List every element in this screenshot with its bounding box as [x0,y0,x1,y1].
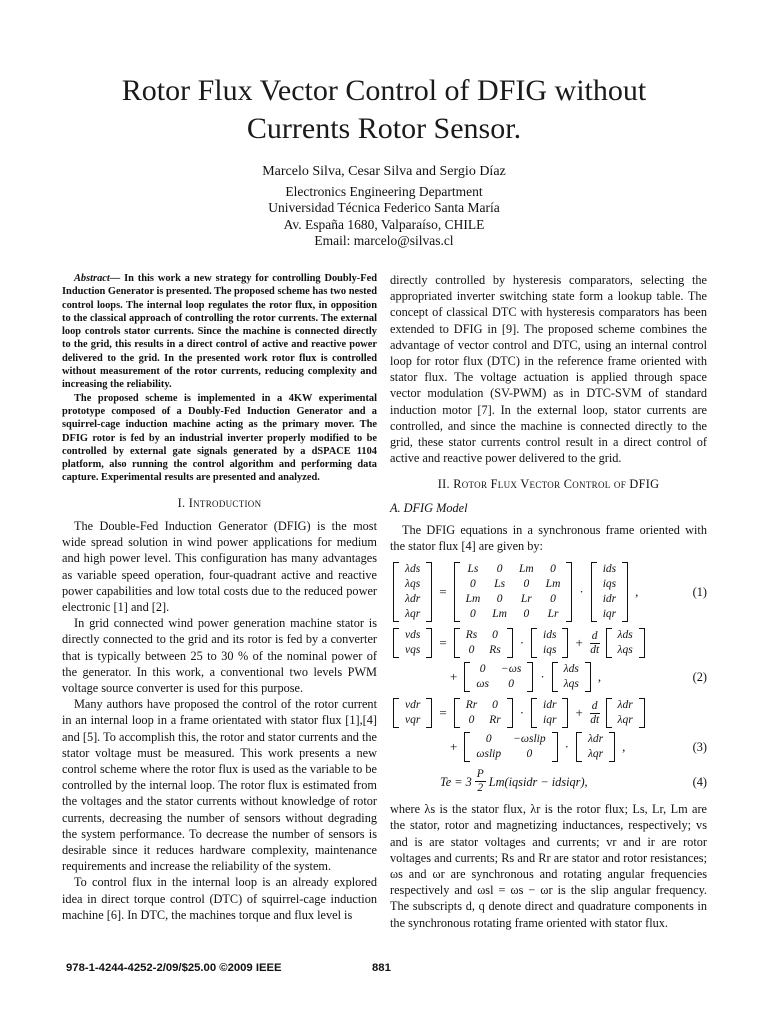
affiliation-email: Email: marcelo@silvas.cl [314,233,454,249]
title-line-2: Currents Rotor Sensor. [246,112,522,145]
matrix-entry: 0 [550,563,556,576]
matrix-entry: ids [543,629,557,642]
matrix-entry: λdr [405,593,421,606]
abstract-paragraph-1 [62,272,377,392]
matrix-entry: ωslip [476,748,502,761]
matrix-entry: Lr [547,608,559,621]
matrix-entry: 0 [523,608,530,621]
eq2-flux-vector [606,628,645,658]
title-line-1: Rotor Flux Vector Control of DFIG without [121,74,647,107]
equation-number: (4) [692,774,707,789]
matrix-entry: 0 [550,593,556,606]
eq3-resistance-matrix [454,698,513,728]
matrix-entry: iqs [602,578,617,591]
matrix-entry: vqr [405,714,421,727]
matrix-entry: 0 [492,699,498,712]
matrix-entry: vqs [405,644,421,657]
matrix-entry: −ωs [500,663,522,676]
author-block [160,164,608,250]
equation-number: (3) [692,740,707,755]
matrix-entry: iqs [543,644,557,657]
matrix-entry: Lm [492,608,507,621]
eq4-rhs: Lm(iqsidr − idsiqr), [488,774,588,789]
equation-number: (1) [692,585,707,600]
abstract-dash: — [109,273,125,284]
matrix-entry: 0 [496,593,503,606]
eq2-flux-vector-2 [552,662,591,692]
intro-paragraph: The Double-Fed Induction Generator (DFIG) is the most wide spread solution in wind power applications for medium and high power level. This configuration has many advantages as variable speed operation, four-quadrant active and reactive power capabilities and low total costs due to the reduced power electronic [1] and [2]. [62,518,377,614]
section-heading-rfvc [390,476,707,492]
equation-4 [390,768,707,795]
matrix-entry: 0 [496,563,503,576]
matrix-entry: ωs [476,678,489,691]
matrix-entry: λqs [617,644,633,657]
matrix-entry: Rs [465,629,478,642]
matrix-entry: λqr [587,748,604,761]
section-number: I. [177,495,189,510]
left-column [62,272,377,923]
matrix-entry: Lm [545,578,561,591]
eq2-resistance-matrix [454,628,513,658]
eq1-lhs-vector [393,562,432,622]
matrix-entry: λqs [405,578,421,591]
matrix-entry: λdr [587,733,604,746]
equation-3: vdr vqr = Rr 0 0 Rr · idr iqr + $\frac{d}{dt}$ λdr λqr + 0 −ωslip ωslip 0 · λdr λqr , (3) [390,698,707,762]
matrix-entry: Rs [489,644,501,657]
matrix-entry: Ls [467,563,479,576]
model-paragraph: The DFIG equations in a synchronous frame oriented with the stator flux [4] are given by: [390,522,707,554]
eq3-omega-matrix [464,732,557,762]
eq1-inductance-matrix [454,562,573,622]
section-title: Rotor Flux Vector Control of DFIG [453,477,660,492]
matrix-entry: 0 [492,629,498,642]
author-names: Marcelo Silva, Cesar Silva and Sergio Díaz [262,164,506,179]
paper-title [60,72,708,148]
eq3-flux-vector-2 [576,732,615,762]
eq2-current-vector [531,628,568,658]
matrix-entry: 0 [468,714,475,727]
matrix-entry: 0 [485,733,492,746]
intro-continued-paragraph: directly controlled by hysteresis comparators, selecting the appropriated inverter switching state form a lookup table. The concept of classical DTC with hysteresis comparators has been extended to DFIG in [9]. The proposed scheme combines the advantage of vector control and DTC, using an internal control loop for rotor flux (DTC) in the reference frame oriented with stator flux. The voltage actuation is applied through space vector modulation (SV-PWM) as in DTC-SVM of standard induction motor [7]. In the external loop, stator currents are controlled, and since the machine is connected directly to the grid, these stator currents control result in a direct control of active and reactive power delivered to the grid. [390,273,707,466]
eq3-lhs-vector [393,698,432,728]
abstract-label: Abstract [74,273,110,284]
matrix-entry: 0 [479,663,486,676]
matrix-entry: idr [602,593,617,606]
footer-isbn: 978-1-4244-4252-2/09/$25.00 ©2009 IEEE [66,962,282,974]
eq1-current-vector [591,562,628,622]
eq3-flux-vector [606,698,645,728]
affiliation-dept: Electronics Engineering Department [285,183,483,199]
eq2-lhs-vector [393,628,432,658]
matrix-entry: iqr [543,714,557,727]
affiliation-university: Universidad Técnica Federico Santa María [268,200,500,216]
matrix-entry: 0 [470,578,476,591]
matrix-entry: Lr [520,593,532,606]
matrix-entry: 0 [468,644,475,657]
matrix-entry: Ls [494,578,506,591]
matrix-entry: idr [543,699,557,712]
equation-2: vds vqs = Rs 0 0 Rs · ids iqs + $\frac{d}{dt}$ λds λqs + 0 −ωs ωs 0 · λds λqs , (2) [390,628,707,692]
right-column [390,272,707,931]
matrix-entry: λds [405,563,421,576]
abstract-paragraph-2: The proposed scheme is implemented in a 4KW experimental prototype composed of a Doubly-Fed Induction Generator and a squirrel-cage induction machine acting as the primary mover. The DFIG rotor is fed by an industrial inverter properly modified to be controlled by external gate signals generated by a dSPACE 1104 platform, also running the control algorithm and performing data capture. Experimental results are presented and analyzed. [62,392,377,484]
matrix-entry: vdr [405,699,421,712]
equation-1: λds λqs λdr λqr = Ls 0 Lm 0 0 Ls 0 Lm Lm 0 Lr 0 0 Lm 0 Lr · ids iqs idr iqr , (1) [390,562,707,622]
intro-paragraph: To control flux in the internal loop is an already explored idea in direct torque control (DTC) of squirrel-cage induction machine [6]. In DTC, the machines torque and flux level is [62,875,377,922]
abstract-text-1: In this work a new strategy for controlling Doubly-Fed Induction Generator is presented. The proposed scheme has two nested control loops. The internal loop regulates the rotor flux, in opposition to the classical approach of controlling the rotor currents. The external loop controls stator currents. Since the machine is connected directly to the grid, this results in a direct control of active and reactive power delivered to the grid. In the presented work rotor flux is controlled without measurement of the rotor currents, reducing complexity and increasing the reliability. [62,273,378,391]
subsection-heading: A. DFIG Model [390,500,468,515]
where-paragraph: where λs is the stator flux, λr is the rotor flux; Ls, Lr, Lm are the stator, rotor and magnetizing inductances, respectively; vs and is are stator voltages and currents; vr and ir are rotor voltages and currents; Rs and Rr are stator and rotor resistances; ωs and ωr are synchronous and rotating angular frequencies respectively and ωsl = ωs − ωr is the slip angular frequency. The subscripts d, q denote direct and quadrature components in the synchronous rotating frame oriented with stator flux. [390,802,707,930]
matrix-entry: Rr [465,699,478,712]
matrix-entry: Rr [489,714,501,727]
matrix-entry: vds [405,629,421,642]
matrix-entry: 0 [470,608,476,621]
intro-paragraph: Many authors have proposed the control of the rotor current in an internal loop in a frame orientated with stator flux [1],[4] and [5]. To accomplish this, the rotor and stator currents and the stator voltage must be measured. This work presents a new control scheme where the rotor flux is used as the variable to be controlled by the internal loop. The rotor flux is estimated from the voltages and the stator currents without knowledge of rotor currents, decreasing the number of sensors without degrading the system performance. To decrease the number of sensors is desirable since it reduces hardware complexity, maintenance requirements and increase the reliability of the system. [62,697,377,874]
matrix-entry: λds [563,663,579,676]
matrix-entry: λds [617,629,633,642]
intro-paragraph: In grid connected wind power generation machine stator is directly connected to the grid and its rotor is fed by a converter that is typically between 25 to 30 % of the nominal power of the generator. In this work, a conventional two levels PWM voltage source converter is used for this purpose. [62,616,377,695]
derivative-operator: $\frac{d}{dt}$ [590,699,600,726]
eq4-lhs: Te = 3 [440,774,472,789]
section-number: II. [437,477,454,492]
matrix-entry: 0 [508,678,514,691]
matrix-entry: iqr [602,608,617,621]
eq2-omega-matrix [464,662,533,692]
page-number: 881 [372,962,391,974]
eq4-fraction: $\frac{P}{2}$ [476,768,484,795]
derivative-operator: $\frac{d}{dt}$ [590,629,600,656]
equation-number: (2) [692,670,707,685]
matrix-entry: λqr [405,608,421,621]
affiliation-address: Av. España 1680, Valparaíso, CHILE [283,216,485,232]
matrix-entry: 0 [523,578,530,591]
matrix-entry: λqs [563,678,579,691]
eq3-current-vector [531,698,568,728]
matrix-entry: Lm [465,593,481,606]
matrix-entry: ids [602,563,617,576]
matrix-entry: Lm [518,563,534,576]
section-title: Introduction [188,495,262,510]
matrix-entry: 0 [526,748,533,761]
section-heading-intro [62,495,377,511]
matrix-entry: −ωslip [513,733,546,746]
matrix-entry: λdr [617,699,633,712]
matrix-entry: λqr [617,714,633,727]
